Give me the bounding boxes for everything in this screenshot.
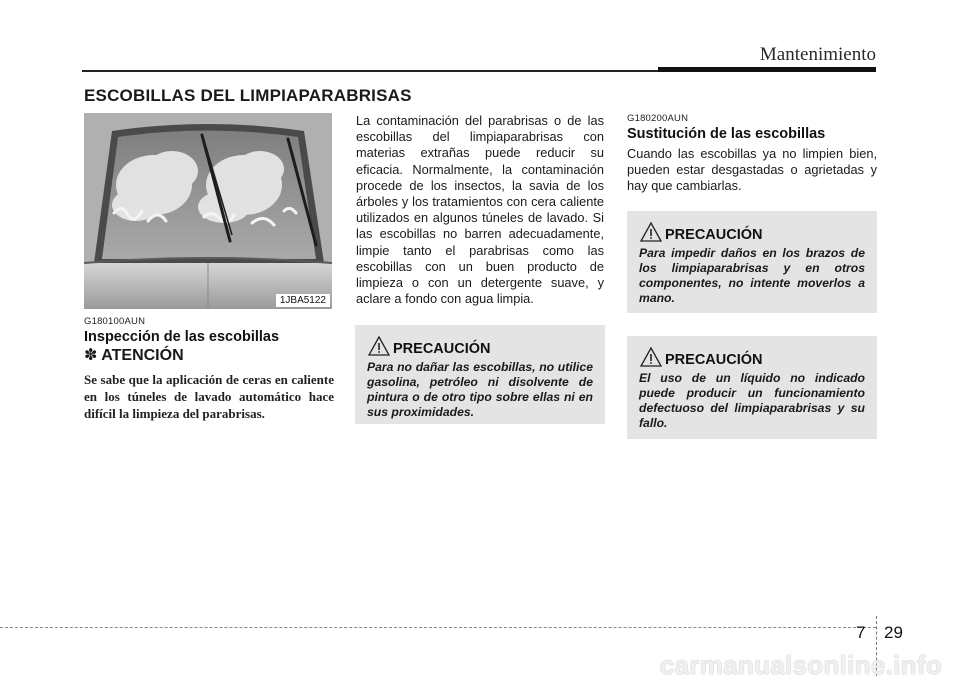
caution-title-right-2: PRECAUCIÓN bbox=[665, 352, 763, 368]
caution-title-right-1: PRECAUCIÓN bbox=[665, 227, 763, 243]
left-section-code: G180100AUN bbox=[84, 316, 146, 327]
windshield-wiper-photo bbox=[84, 113, 332, 309]
right-heading: Sustitución de las escobillas bbox=[627, 126, 826, 142]
running-header: Mantenimiento bbox=[759, 44, 876, 65]
left-heading: Inspección de las escobillas bbox=[84, 329, 280, 345]
section-title: ESCOBILLAS DEL LIMPIAPARABRISAS bbox=[84, 86, 412, 105]
warning-triangle-icon bbox=[367, 335, 391, 357]
windshield-illustration bbox=[84, 113, 332, 309]
caution-box-middle bbox=[355, 325, 605, 424]
caution-text-middle: Para no dañar las escobillas, no utilice gasolina, petróleo ni disolvente de pintura o de otro tipo sobre ellas ni en sus proximidades. bbox=[367, 360, 593, 419]
caution-box-right-1 bbox=[627, 211, 877, 313]
header-rule bbox=[82, 70, 658, 72]
warning-triangle-icon bbox=[639, 346, 663, 368]
watermark: carmanualsonline.info bbox=[659, 650, 942, 680]
figure-code: 1JBA5122 bbox=[276, 294, 330, 307]
header-bar bbox=[658, 67, 876, 72]
attention-text: Se sabe que la aplicación de ceras en caliente en los túneles de lavado automático hace difícil la limpieza del parabrisas. bbox=[84, 372, 334, 421]
footer-rule bbox=[0, 627, 876, 628]
attention-title: ✽ ATENCIÓN bbox=[84, 347, 184, 364]
caution-text-right-1: Para impedir daños en los brazos de los limpiaparabrisas y en otros componentes, no intente moverlos a mano. bbox=[639, 246, 865, 305]
right-paragraph: Cuando las escobillas ya no limpien bien, pueden estar desgastadas o agrietadas y hay que cambiarlas. bbox=[627, 146, 877, 194]
warning-triangle-icon bbox=[639, 221, 663, 243]
chapter-number: 7 bbox=[856, 623, 866, 642]
caution-title-middle: PRECAUCIÓN bbox=[393, 341, 491, 357]
caution-box-right-2 bbox=[627, 336, 877, 439]
right-section-code: G180200AUN bbox=[627, 113, 689, 124]
caution-text-right-2: El uso de un líquido no indicado puede producir un funcionamiento defectuoso del limpiaparabrisas y su fallo. bbox=[639, 371, 865, 430]
page-number: 29 bbox=[884, 623, 903, 642]
middle-paragraph: La contaminación del parabrisas o de las escobillas del limpiaparabrisas con materias extrañas puede reducir su eficacia. Normalmente, la contaminación procede de los insectos, la savia de los árboles y los tratamientos con cera caliente utilizados en algunos túneles de lavado. Si las escobillas no barren adecuadamente, limpie tanto el parabrisas como las escobillas con un buen producto de limpieza o con un detergente suave, y aclare a fondo con agua limpia. bbox=[356, 113, 604, 307]
